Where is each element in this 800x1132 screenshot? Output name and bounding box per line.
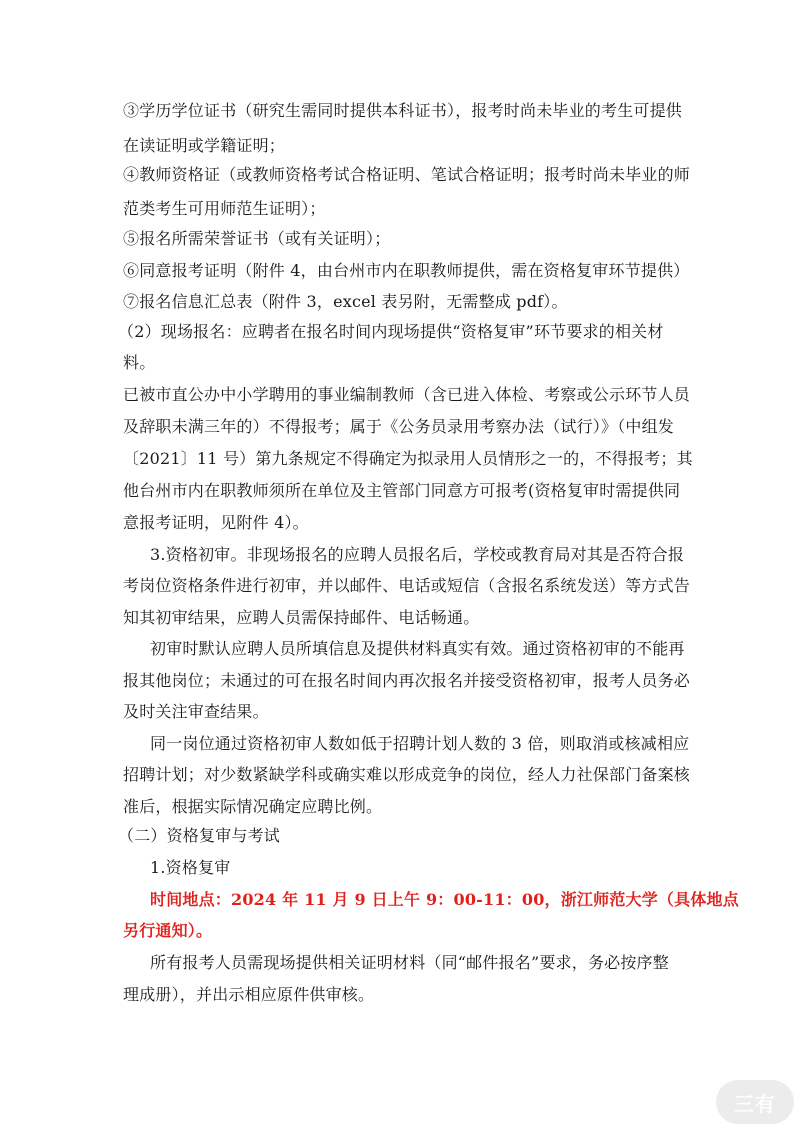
paragraph-line: 初审时默认应聘人员所填信息及提供材料真实有效。通过资格初审的不能再 xyxy=(150,639,685,658)
paragraph-line: 所有报考人员需现场提供相关证明材料（同“邮件报名”要求，务必按序整 xyxy=(150,953,669,972)
paragraph-line: 报其他岗位；未通过的可在报名时间内再次报名并接受资格初审，报考人员务必 xyxy=(123,671,691,690)
paragraph-line: ⑦报名信息汇总表（附件 3，excel 表另附，无需整成 pdf）。 xyxy=(123,292,568,311)
paragraph-line: 〔2021〕11 号）第九条规定不得确定为拟录用人员情形之一的，不得报考；其 xyxy=(123,449,693,468)
highlight-line: 时间地点：2024 年 11 月 9 日上午 9：00-11：00，浙江师范大学（具体地点 xyxy=(150,890,739,909)
paragraph-line: 在读证明或学籍证明； xyxy=(123,136,286,155)
paragraph-line: ③学历学位证书（研究生需同时提供本科证书），报考时尚未毕业的考生可提供 xyxy=(123,101,683,120)
highlight-line: 另行通知）。 xyxy=(123,921,213,940)
paragraph-line: 理成册），并出示相应原件供审核。 xyxy=(123,985,375,1004)
paragraph-line: ④教师资格证（或教师资格考试合格证明、笔试合格证明；报考时尚未毕业的师 xyxy=(123,165,691,184)
paragraph-line: ⑤报名所需荣誉证书（或有关证明）； xyxy=(123,229,391,248)
watermark-logo xyxy=(716,1080,794,1124)
paragraph-line: 意报考证明，见附件 4）。 xyxy=(123,513,309,532)
paragraph-line: 及辞职未满三年的）不得报考；属于《公务员录用考察办法（试行）》（中组发 xyxy=(123,417,675,436)
paragraph-line: 及时关注审查结果。 xyxy=(123,702,269,721)
watermark-text: 三有 xyxy=(734,1091,776,1116)
paragraph-line: 知其初审结果，应聘人员需保持邮件、电话畅通。 xyxy=(123,608,480,627)
paragraph-line: 已被市直公办中小学聘用的事业编制教师（含已进入体检、考察或公示环节人员 xyxy=(123,385,691,404)
paragraph-line: 3.资格初审。非现场报名的应聘人员报名后，学校或教育局对其是否符合报 xyxy=(150,545,685,564)
paragraph-line: 他台州市内在职教师须所在单位及主管部门同意方可报考(资格复审时需提供同 xyxy=(123,481,681,500)
paragraph-line: ⑥同意报考证明（附件 4，由台州市内在职教师提供，需在资格复审环节提供） xyxy=(123,261,690,280)
paragraph-line: （2）现场报名：应聘者在报名时间内现场提供“资格复审”环节要求的相关材 xyxy=(118,322,664,341)
paragraph-line: 招聘计划；对少数紧缺学科或确实难以形成竞争的岗位，经人力社保部门备案核 xyxy=(123,765,691,784)
paragraph-line: 同一岗位通过资格初审人数如低于招聘计划人数的 3 倍，则取消或核减相应 xyxy=(150,734,690,753)
paragraph-line: 准后，根据实际情况确定应聘比例。 xyxy=(123,797,383,816)
section-heading: （二）资格复审与考试 xyxy=(118,826,281,845)
subsection-heading: 1.资格复审 xyxy=(150,858,231,877)
paragraph-line: 范类考生可用师范生证明）； xyxy=(123,199,326,218)
paragraph-line: 考岗位资格条件进行初审，并以邮件、电话或短信（含报名系统发送）等方式告 xyxy=(123,576,691,595)
paragraph-line: 料。 xyxy=(123,353,156,372)
